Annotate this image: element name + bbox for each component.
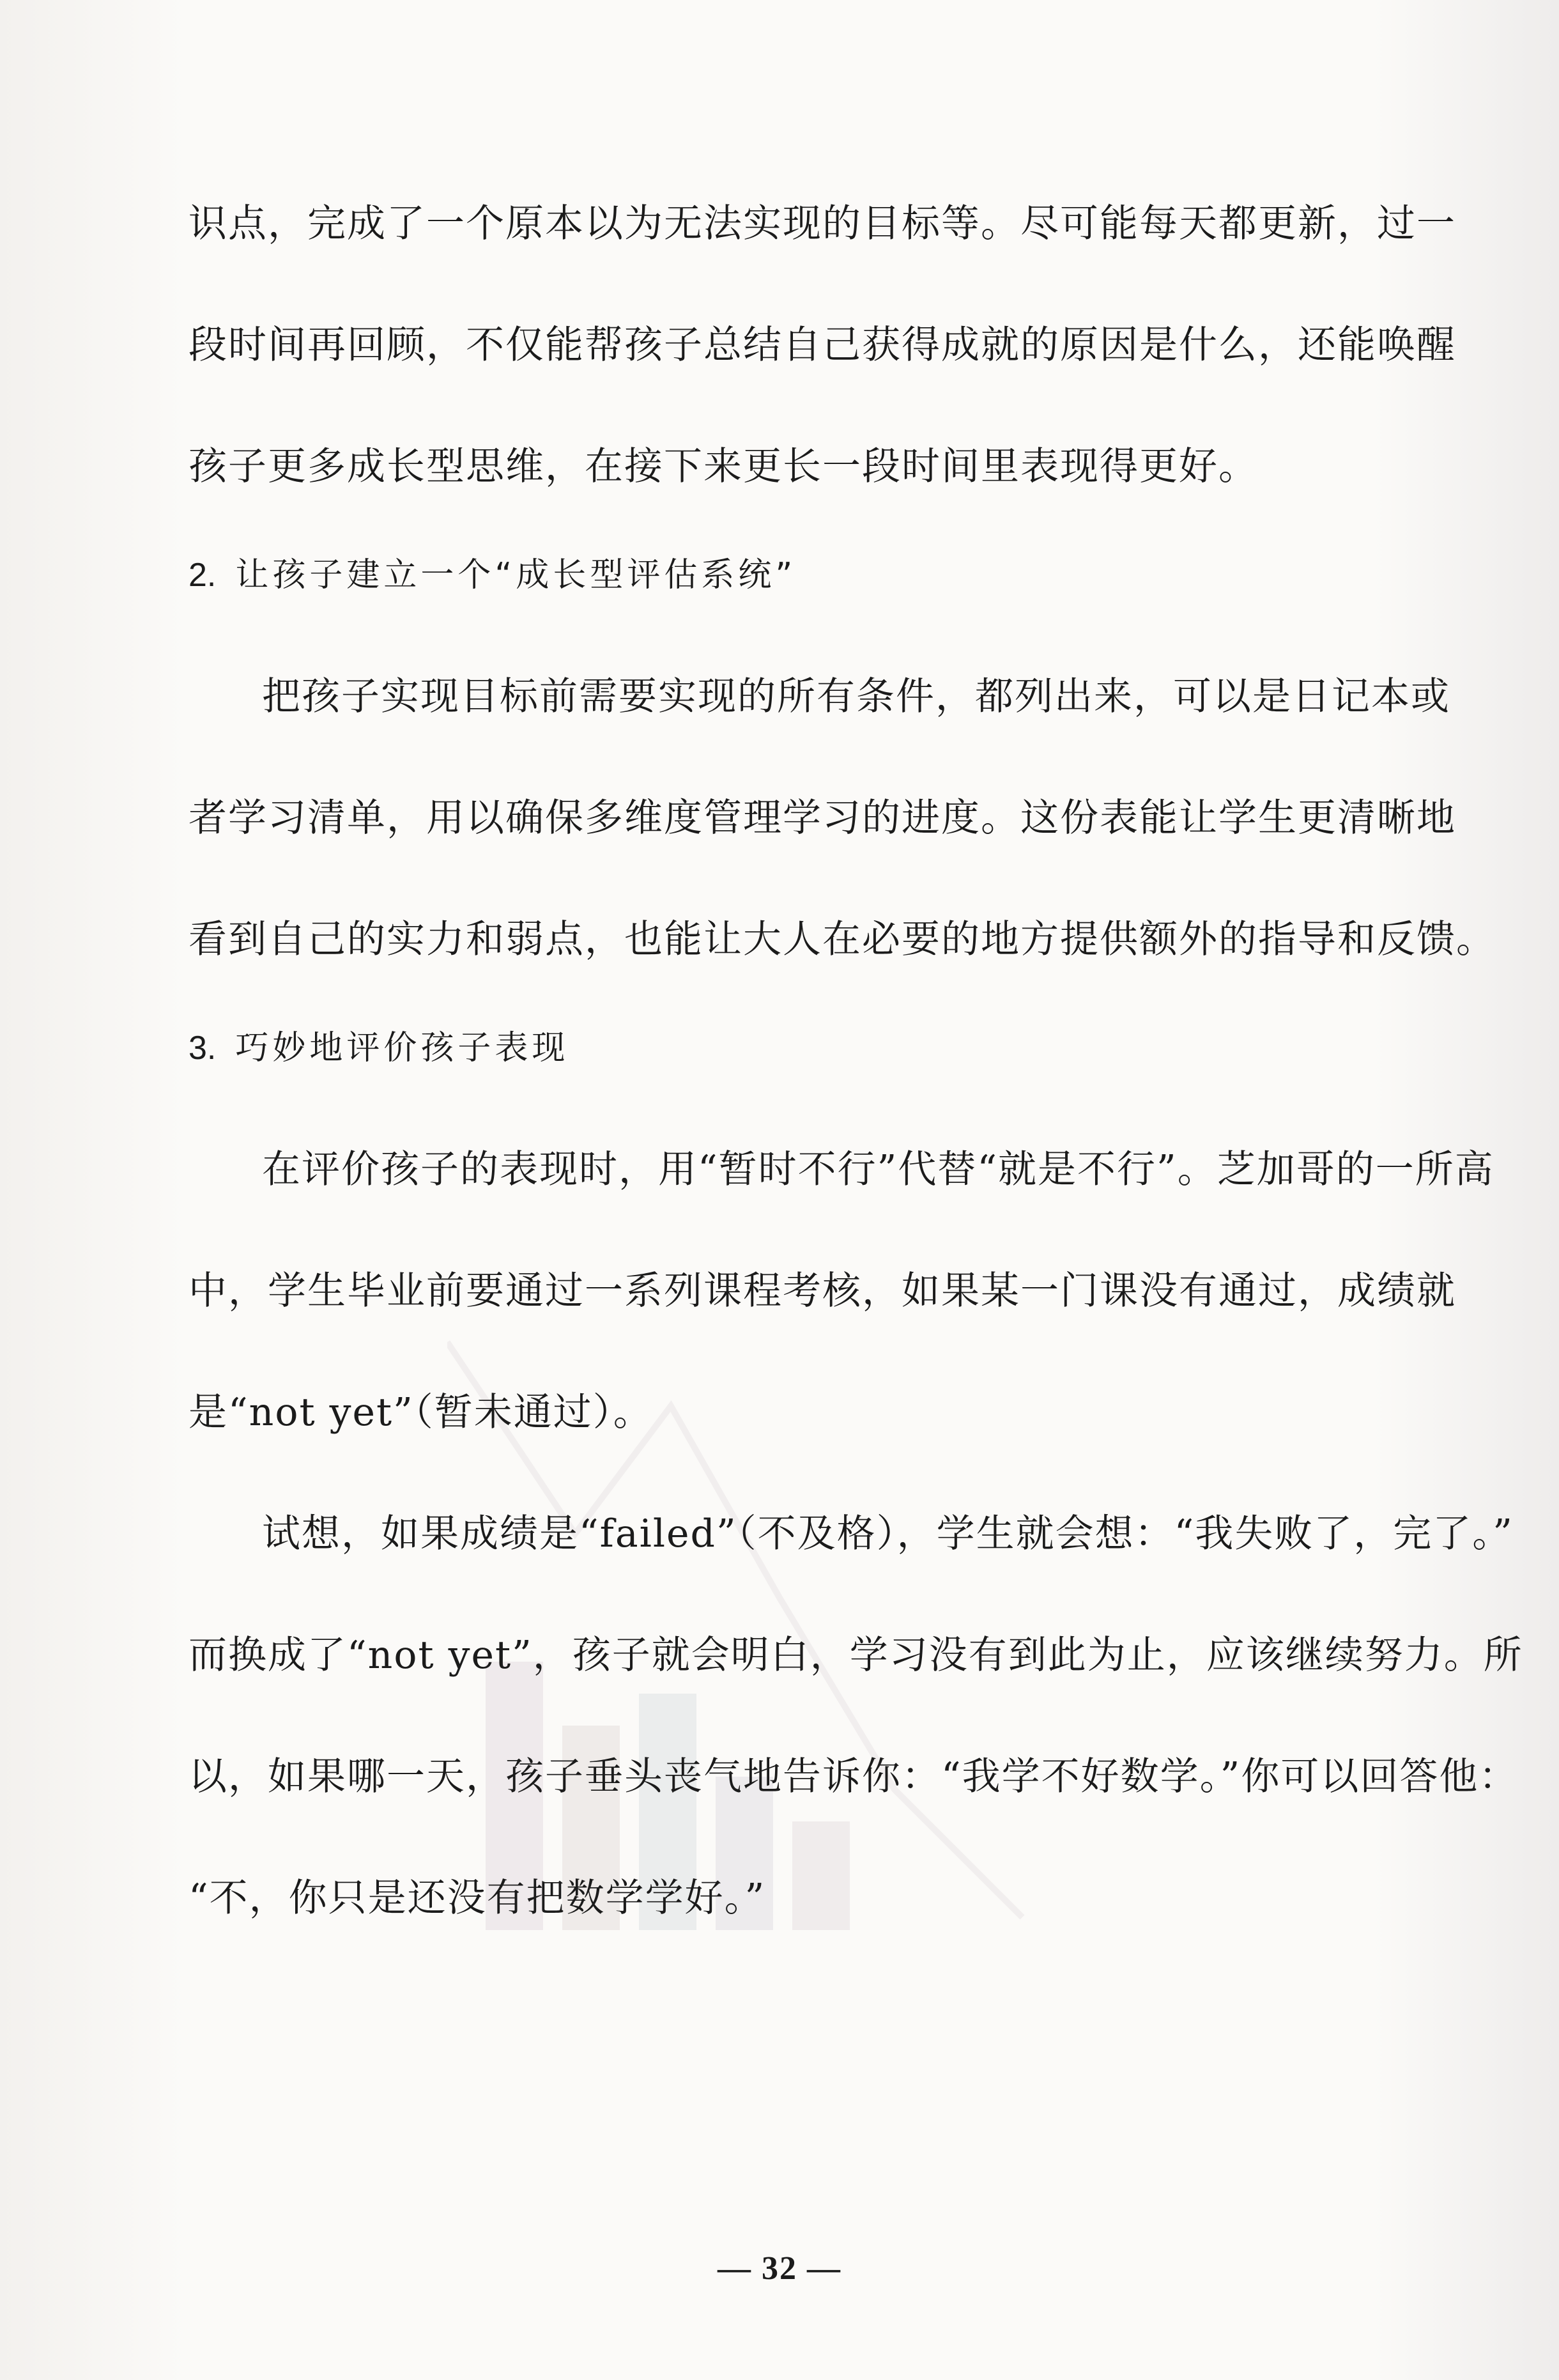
paragraph-line: 中，学生毕业前要通过一系列课程考核，如果某一门课没有通过，成绩就 (188, 1269, 1456, 1313)
heading-text: 让孩子建立一个“成长型评估系统” (235, 556, 797, 594)
paragraph-line: 看到自己的实力和弱点，也能让大人在必要的地方提供额外的指导和反馈。 (188, 917, 1496, 962)
paragraph-line: 孩子更多成长型思维，在接下来更长一段时间里表现得更好。 (188, 444, 1258, 489)
paragraph-line: 把孩子实现目标前需要实现的所有条件，都列出来，可以是日记本或 (262, 674, 1450, 719)
paragraph-line: “不，你只是还没有把数学学好。” (188, 1876, 766, 1920)
paragraph-line: 识点，完成了一个原本以为无法实现的目标等。尽可能每天都更新，过一 (188, 201, 1456, 246)
paragraph-line: 段时间再回顾，不仅能帮孩子总结自己获得成就的原因是什么，还能唤醒 (188, 323, 1456, 367)
bleed-through-illustration (447, 1086, 1086, 2109)
paragraph-line: 而换成了“not yet”，孩子就会明白，学习没有到此为止，应该继续努力。所 (188, 1633, 1523, 1678)
section-heading-3 (188, 1023, 569, 1074)
paragraph-line: 者学习清单，用以确保多维度管理学习的进度。这份表能让学生更清晰地 (188, 796, 1456, 840)
paragraph-line: 以，如果哪一天，孩子垂头丧气地告诉你：“我学不好数学。”你可以回答他： (188, 1754, 1519, 1799)
paragraph-line: 是“not yet”（暂未通过）。 (188, 1390, 653, 1435)
paragraph-line: 在评价孩子的表现时，用“暂时不行”代替“就是不行”。芝加哥的一所高 (262, 1147, 1494, 1192)
heading-number: 3. (188, 1030, 217, 1067)
heading-text: 巧妙地评价孩子表现 (235, 1029, 569, 1067)
page-number: — 32 — (718, 2250, 841, 2287)
section-heading-2 (188, 550, 796, 601)
heading-number: 2. (188, 557, 217, 594)
paragraph-line: 试想，如果成绩是“failed”（不及格），学生就会想：“我失败了，完了。” (262, 1511, 1514, 1556)
